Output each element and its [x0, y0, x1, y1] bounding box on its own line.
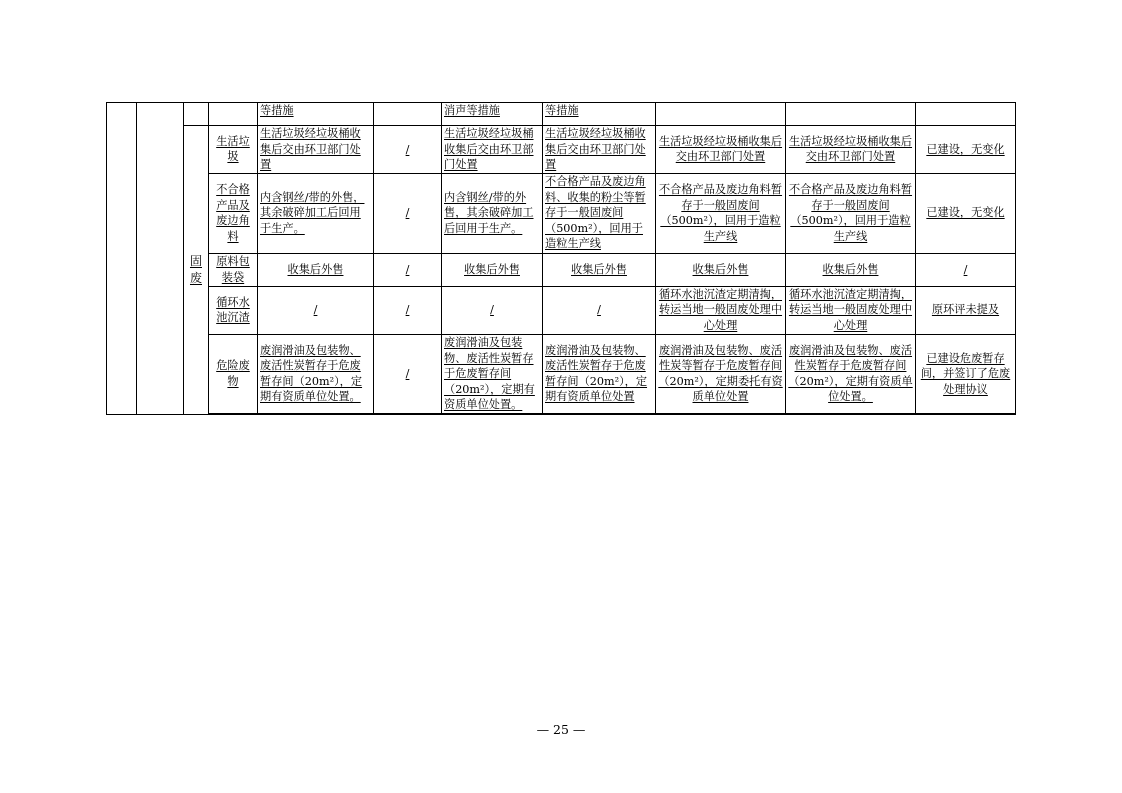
cell: 内含钢丝/带的外售，其余破碎加工后回用于生产。	[442, 173, 543, 253]
cell: 生活垃圾经垃圾桶收集后交由环卫部门处置	[442, 126, 543, 174]
cell: 收集后外售	[442, 253, 543, 286]
cell: 收集后外售	[786, 253, 916, 286]
cell: 废润滑油及包装物、废活性炭等暂存于危废暂存间（20m²），定期委托有资质单位处置	[656, 334, 786, 414]
item-cell: 循环水池沉渣	[209, 286, 258, 334]
table-row	[107, 173, 1016, 253]
cell: /	[258, 286, 374, 334]
cell: 收集后外售	[656, 253, 786, 286]
header-continuation-row	[107, 103, 1016, 126]
status-cell: 已建设，无变化	[916, 173, 1016, 253]
cell: 废润滑油及包装物、废活性炭暂存于危废暂存间（20m²），定期有资质单位处置。	[442, 334, 543, 414]
cell: 收集后外售	[258, 253, 374, 286]
status-cell: 原环评未提及	[916, 286, 1016, 334]
cell: 不合格产品及废边角料暂存于一般固废间（500m²），回用于造粒生产线	[786, 173, 916, 253]
category-cell: 固废	[184, 126, 209, 415]
blank-cell	[209, 103, 258, 126]
blank-cell	[656, 103, 786, 126]
cell: 不合格产品及废边角料、收集的粉尘等暂存于一般固废间（500m²），回用于造粒生产线	[543, 173, 656, 253]
table-row	[107, 286, 1016, 334]
cell: /	[543, 286, 656, 334]
cell: 收集后外售	[543, 253, 656, 286]
cell: 循环水池沉渣定期清掏，转运当地一般固废处理中心处理	[786, 286, 916, 334]
cell: 废润滑油及包装物、废活性炭暂存于危废暂存间（20m²），定期有资质单位处置。	[786, 334, 916, 414]
page-number: — 25 —	[536, 722, 586, 737]
cell: /	[374, 334, 442, 414]
cell: /	[374, 253, 442, 286]
cell: /	[442, 286, 543, 334]
cell: /	[374, 173, 442, 253]
blank-cell	[374, 103, 442, 126]
outer-column-b	[137, 103, 184, 415]
measures-current-cell: 等措施	[258, 103, 374, 126]
status-cell: 已建设，无变化	[916, 126, 1016, 174]
cell: 生活垃圾经垃圾桶收集后交由环卫部门处置	[258, 126, 374, 174]
cell: 废润滑油及包装物、废活性炭暂存于危废暂存间（20m²），定期有资质单位处置	[543, 334, 656, 414]
blank-cell	[786, 103, 916, 126]
status-cell: /	[916, 253, 1016, 286]
table-row	[107, 334, 1016, 414]
cell: /	[374, 286, 442, 334]
blank-cell	[916, 103, 1016, 126]
item-cell: 危险废物	[209, 334, 258, 414]
item-cell: 原料包装袋	[209, 253, 258, 286]
eia-measures-cell: 消声等措施	[442, 103, 543, 126]
cell: 生活垃圾经垃圾桶收集后交由环卫部门处置	[656, 126, 786, 174]
cell: 生活垃圾经垃圾桶收集后交由环卫部门处置	[543, 126, 656, 174]
cell: /	[374, 126, 442, 174]
table-row	[107, 253, 1016, 286]
actual-measures-cell: 等措施	[543, 103, 656, 126]
cell: 内含钢丝/带的外售，其余破碎加工后回用于生产。	[258, 173, 374, 253]
item-cell: 生活垃圾	[209, 126, 258, 174]
outer-column-a	[107, 103, 137, 415]
blank-cell	[184, 103, 209, 126]
cell: 循环水池沉渣定期清掏，转运当地一般固废处理中心处理	[656, 286, 786, 334]
cell: 不合格产品及废边角料暂存于一般固废间（500m²），回用于造粒生产线	[656, 173, 786, 253]
item-cell: 不合格产品及废边角料	[209, 173, 258, 253]
cell: 废润滑油及包装物、废活性炭暂存于危废暂存间（20m²），定期有资质单位处置。	[258, 334, 374, 414]
table-row	[107, 126, 1016, 174]
status-cell: 已建设危废暂存间，并签订了危废处理协议	[916, 334, 1016, 414]
solid-waste-comparison-table	[106, 102, 1016, 415]
cell: 生活垃圾经垃圾桶收集后交由环卫部门处置	[786, 126, 916, 174]
